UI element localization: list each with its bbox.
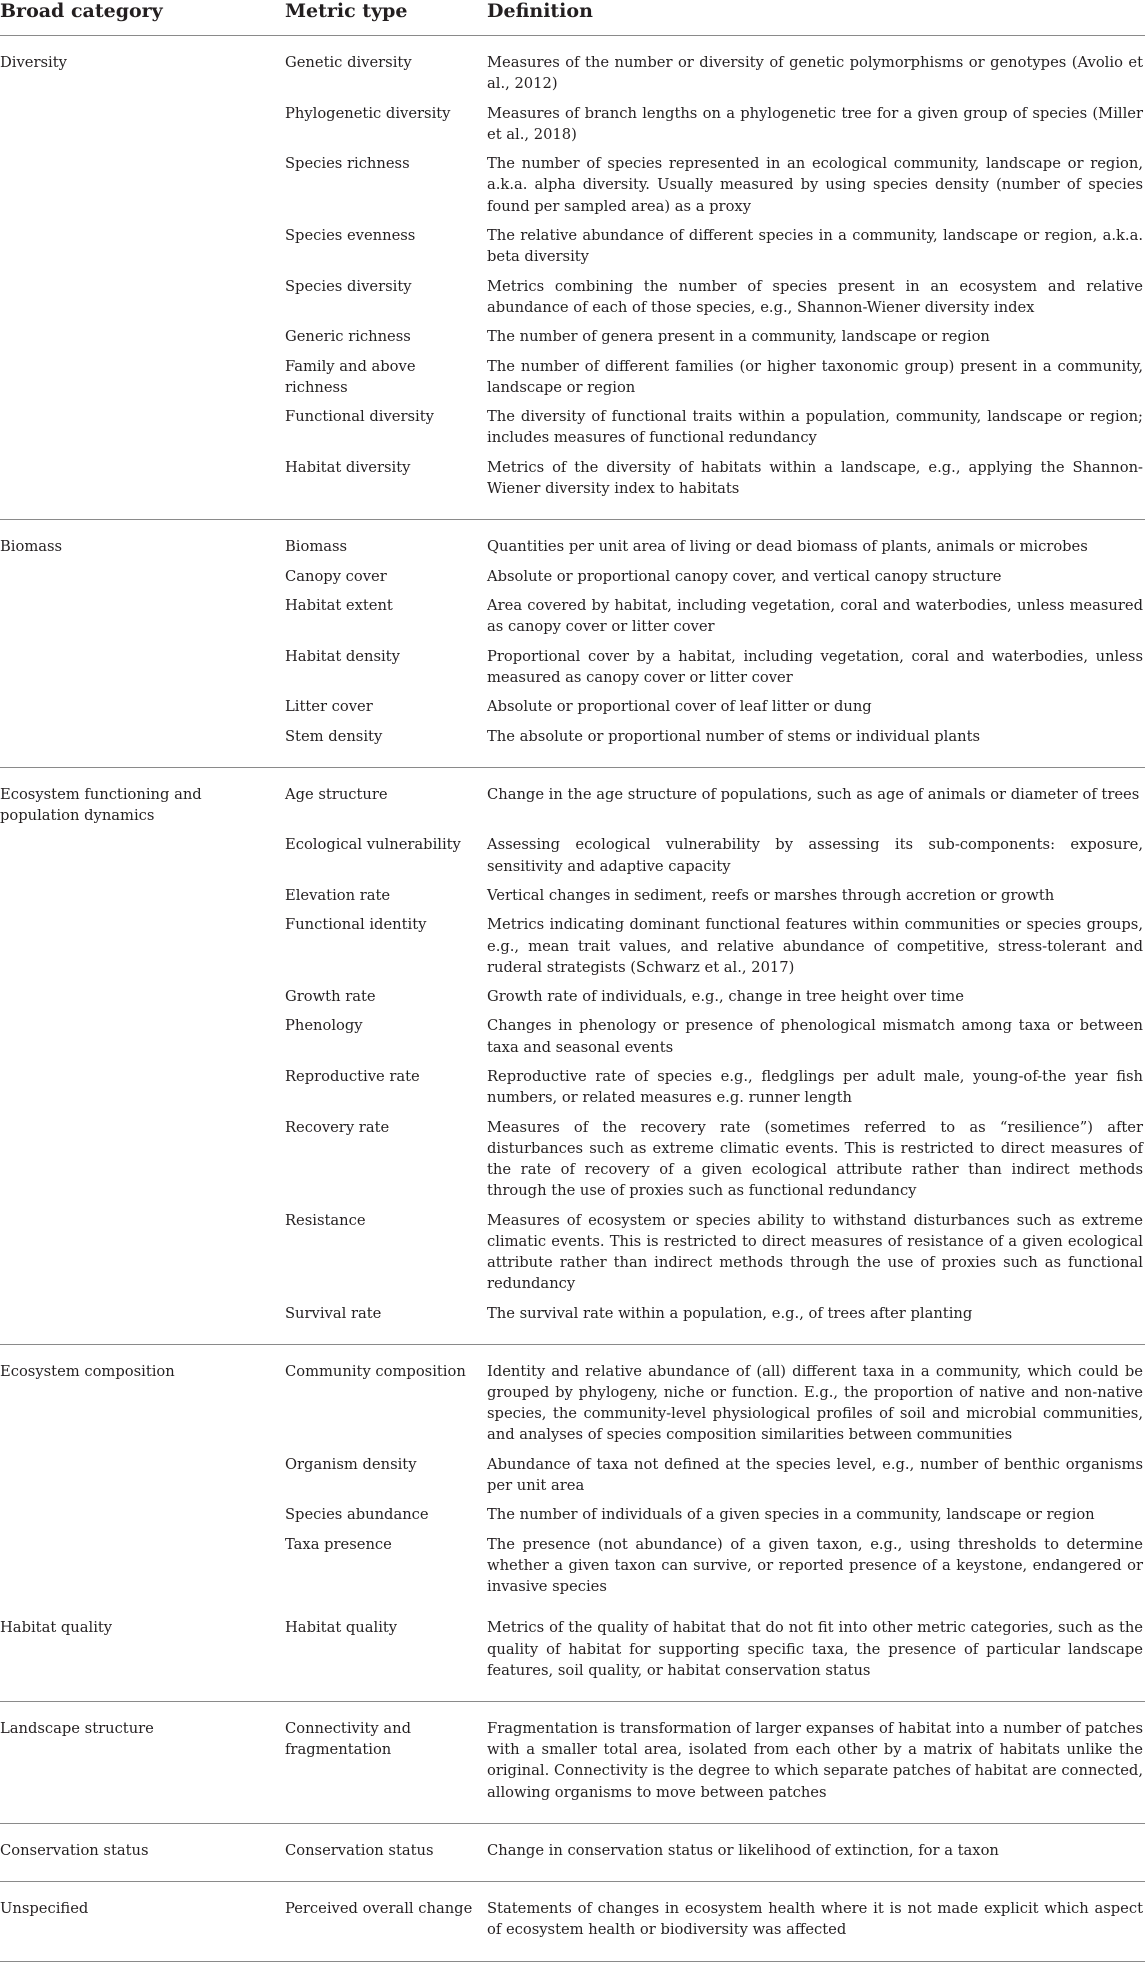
definition-cell: Quantities per unit area of living or dead biomass of plants, animals or microbes bbox=[487, 538, 1088, 556]
definition-cell: Metrics combining the number of species present in an ecosystem and relative abundance of each of those species, e.g., Shannon-Wiener diversity index bbox=[487, 277, 1143, 316]
definition-cell: The presence (not abundance) of a given taxon, e.g., using thresholds to determine whether a given taxon can survive, or reported presence of a keystone, endangered or invasive species bbox=[487, 1535, 1143, 1596]
metric-cell: Growth rate bbox=[285, 988, 376, 1006]
definition-cell: Absolute or proportional cover of leaf litter or dung bbox=[487, 698, 872, 716]
category-cell: Unspecified bbox=[0, 1882, 285, 1961]
metric-cell: Species abundance bbox=[285, 1506, 429, 1524]
definition-cell: The survival rate within a population, e.g., of trees after planting bbox=[487, 1299, 1145, 1345]
definition-cell: Vertical changes in sediment, reefs or marshes through accretion or growth bbox=[487, 886, 1055, 904]
table-row bbox=[0, 1062, 1145, 1113]
table-row bbox=[0, 910, 1145, 982]
definition-cell: The number of different families (or higher taxonomic group) present in a community, landscape or region bbox=[487, 357, 1143, 396]
metric-cell: Conservation status bbox=[285, 1823, 487, 1881]
table-row bbox=[0, 99, 1145, 150]
table-row bbox=[0, 272, 1145, 323]
table-row bbox=[0, 830, 1145, 881]
table-row bbox=[0, 692, 1145, 721]
header-row bbox=[0, 0, 1145, 36]
group-ecosystem-functioning bbox=[0, 767, 1145, 1344]
definition-cell: Measures of ecosystem or species ability to withstand disturbances such as extreme climatic events. This is restricted to direct measures of resistance of a given ecological attribute rather than indirect methods through the use of proxies such as functional redundancy bbox=[487, 1211, 1143, 1293]
metric-cell: Biomass bbox=[285, 538, 348, 556]
table-row bbox=[0, 1702, 1145, 1824]
header-metric-type: Metric type bbox=[285, 0, 487, 36]
category-cell: Diversity bbox=[0, 54, 67, 71]
metric-cell: Species evenness bbox=[285, 226, 416, 244]
table-row bbox=[0, 562, 1145, 591]
category-cell: Biomass bbox=[0, 538, 63, 556]
metric-cell: Functional identity bbox=[285, 916, 427, 934]
metric-cell: Canopy cover bbox=[285, 567, 387, 585]
table-row bbox=[0, 149, 1145, 221]
table-header bbox=[0, 0, 1145, 36]
metric-cell: Perceived overall change bbox=[285, 1882, 487, 1961]
table-row bbox=[0, 1344, 1145, 1450]
definition-cell: Area covered by habitat, including vegetation, coral and waterbodies, unless measured as canopy cover or litter cover bbox=[487, 596, 1143, 636]
table-row bbox=[0, 402, 1145, 453]
metric-cell: Stem density bbox=[285, 722, 487, 768]
definition-cell: Assessing ecological vulnerability by assessing its sub-components: exposure, sensitivity and adaptive capacity bbox=[487, 836, 1143, 875]
metric-cell: Ecological vulnerability bbox=[285, 836, 461, 854]
group-unspecified bbox=[0, 1882, 1145, 1961]
definition-cell: Abundance of taxa not defined at the species level, e.g., number of benthic organisms per unit area bbox=[487, 1455, 1143, 1495]
definition-cell: Proportional cover by a habitat, including vegetation, coral and waterbodies, unless measured as canopy cover or litter cover bbox=[487, 647, 1143, 686]
category-cell: Conservation status bbox=[0, 1823, 285, 1881]
table-row bbox=[0, 722, 1145, 768]
group-biomass bbox=[0, 520, 1145, 768]
definition-cell: Growth rate of individuals, e.g., change in tree height over time bbox=[487, 988, 964, 1006]
table-row bbox=[0, 1611, 1145, 1701]
metric-cell: Survival rate bbox=[285, 1299, 487, 1345]
group-habitat-quality bbox=[0, 1611, 1145, 1701]
table-row bbox=[0, 1882, 1145, 1961]
metric-cell: Age structure bbox=[285, 785, 388, 803]
definition-cell: Statements of changes in ecosystem health where it is not made explicit which aspect of ecosystem health or biodiversity was affected bbox=[487, 1882, 1145, 1961]
header-broad-category: Broad category bbox=[0, 0, 285, 36]
definition-cell: Change in the age structure of populations, such as age of animals or diameter of trees bbox=[487, 785, 1140, 803]
definition-cell: Metrics indicating dominant functional features within communities or species groups, e.g., mean trait values, and relative abundance of competitive, stress-tolerant and ruderal strategists (Schwarz et al., 2017) bbox=[487, 916, 1143, 976]
table-row bbox=[0, 352, 1145, 403]
definition-cell: The number of genera present in a community, landscape or region bbox=[487, 328, 990, 346]
category-cell: Habitat quality bbox=[0, 1611, 285, 1701]
table-row bbox=[0, 221, 1145, 272]
table-row bbox=[0, 591, 1145, 642]
category-cell: Ecosystem functioning and population dynamics bbox=[0, 785, 202, 824]
definition-cell: Absolute or proportional canopy cover, and vertical canopy structure bbox=[487, 567, 1002, 585]
definition-cell: The number of individuals of a given species in a community, landscape or region bbox=[487, 1506, 1095, 1524]
metric-cell: Family and above richness bbox=[285, 357, 416, 396]
metric-cell: Habitat extent bbox=[285, 596, 393, 614]
metric-cell: Recovery rate bbox=[285, 1118, 390, 1136]
metric-cell: Litter cover bbox=[285, 698, 373, 716]
metric-cell: Organism density bbox=[285, 1455, 417, 1473]
definition-cell: The absolute or proportional number of stems or individual plants bbox=[487, 722, 1145, 768]
table-row bbox=[0, 1206, 1145, 1299]
definition-cell: Identity and relative abundance of (all) different taxa in a community, which could be grouped by phylogeny, niche or function. E.g., the proportion of native and non-native species, the community-level physiological profiles of soil and microbial communities, and analyses of species composition similarities between communities bbox=[487, 1362, 1143, 1444]
definition-cell: Metrics of the quality of habitat that do not fit into other metric categories, such as the quality of habitat for supporting specific taxa, the presence of particular landscape features, soil quality, or habitat conservation status bbox=[487, 1611, 1145, 1701]
table-row bbox=[0, 1500, 1145, 1529]
metric-cell: Resistance bbox=[285, 1211, 366, 1229]
definition-cell: Measures of the number or diversity of genetic polymorphisms or genotypes (Avolio et al., 2012) bbox=[487, 54, 1143, 93]
metric-cell: Species diversity bbox=[285, 277, 412, 295]
table-row bbox=[0, 1823, 1145, 1881]
definition-cell: The relative abundance of different species in a community, landscape or region, a.k.a. beta diversity bbox=[487, 226, 1143, 266]
table-row bbox=[0, 767, 1145, 830]
header-definition: Definition bbox=[487, 0, 1145, 36]
table-row bbox=[0, 36, 1145, 99]
category-cell: Landscape structure bbox=[0, 1702, 285, 1824]
metric-cell: Reproductive rate bbox=[285, 1068, 420, 1086]
metric-cell: Genetic diversity bbox=[285, 54, 412, 71]
group-ecosystem-composition bbox=[0, 1344, 1145, 1611]
table-row bbox=[0, 520, 1145, 562]
definition-cell: Measures of the recovery rate (sometimes referred to as “resilience”) after disturbances such as extreme climatic events. This is restricted to direct measures of the rate of recovery of a given ecological attribute rather than indirect methods through the use of proxies such as functional redundancy bbox=[487, 1118, 1143, 1200]
table-row bbox=[0, 1450, 1145, 1501]
metric-cell: Taxa presence bbox=[285, 1535, 392, 1553]
definition-cell: Changes in phenology or presence of phenological mismatch among taxa or between taxa and seasonal events bbox=[487, 1017, 1143, 1056]
metric-cell: Functional diversity bbox=[285, 408, 434, 426]
metric-cell: Phylogenetic diversity bbox=[285, 104, 451, 122]
metric-cell: Habitat quality bbox=[285, 1611, 487, 1701]
group-diversity bbox=[0, 36, 1145, 520]
metric-cell: Habitat diversity bbox=[285, 453, 487, 520]
table-row bbox=[0, 1530, 1145, 1612]
definition-cell: The diversity of functional traits within a population, community, landscape or region; includes measures of functional redundancy bbox=[487, 408, 1143, 447]
metric-cell: Habitat density bbox=[285, 647, 400, 665]
definition-cell: Metrics of the diversity of habitats within a landscape, e.g., applying the Shannon-Wiener diversity index to habitats bbox=[487, 453, 1145, 520]
table-row bbox=[0, 982, 1145, 1011]
group-landscape-structure bbox=[0, 1702, 1145, 1824]
metric-cell: Connectivity and fragmentation bbox=[285, 1702, 487, 1824]
definition-cell: Change in conservation status or likelihood of extinction, for a taxon bbox=[487, 1823, 1145, 1881]
definition-cell: The number of species represented in an ecological community, landscape or region, a.k.a. alpha diversity. Usually measured by using species density (number of species found per sampled area) as a proxy bbox=[487, 155, 1143, 215]
group-conservation-status bbox=[0, 1823, 1145, 1881]
table-row bbox=[0, 1113, 1145, 1206]
metric-cell: Generic richness bbox=[285, 328, 411, 346]
table-row bbox=[0, 881, 1145, 910]
definition-cell: Reproductive rate of species e.g., fledglings per adult male, young-of-the year fish numbers, or related measures e.g. runner length bbox=[487, 1068, 1143, 1107]
definition-cell: Measures of branch lengths on a phylogenetic tree for a given group of species (Miller et al., 2018) bbox=[487, 104, 1143, 143]
table-row bbox=[0, 642, 1145, 693]
metric-cell: Species richness bbox=[285, 155, 410, 173]
table-row bbox=[0, 453, 1145, 520]
metric-cell: Community composition bbox=[285, 1362, 466, 1380]
table-row bbox=[0, 1299, 1145, 1345]
metric-cell: Phenology bbox=[285, 1017, 363, 1035]
category-cell: Ecosystem composition bbox=[0, 1362, 175, 1380]
definition-cell: Fragmentation is transformation of larger expanses of habitat into a number of patches with a smaller total area, isolated from each other by a matrix of habitats unlike the original. Connectivity is the degree to which separate patches of habitat are connected, allowing organisms to move between patches bbox=[487, 1702, 1145, 1824]
metric-cell: Elevation rate bbox=[285, 886, 391, 904]
table-row bbox=[0, 1011, 1145, 1062]
table-row bbox=[0, 322, 1145, 351]
